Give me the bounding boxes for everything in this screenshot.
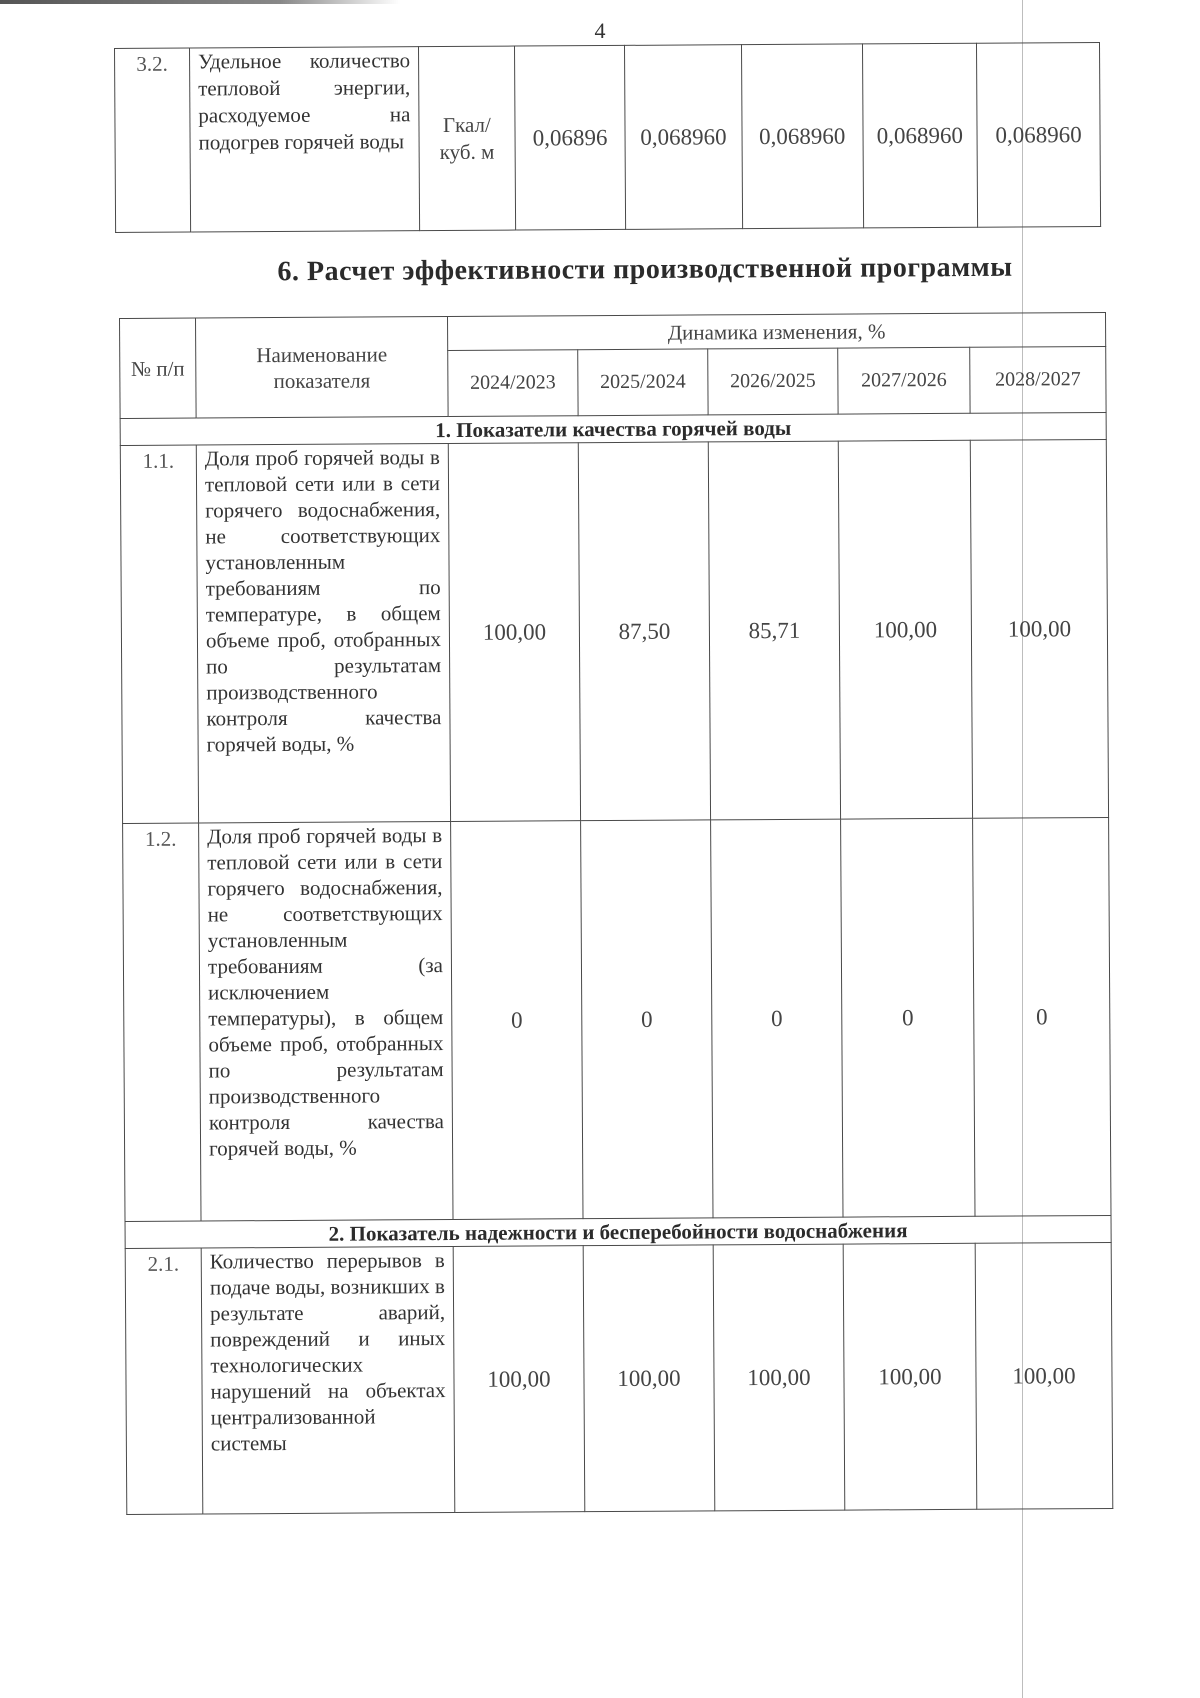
value-cell: 100,00 xyxy=(838,440,972,819)
row-number: 3.2. xyxy=(115,48,191,232)
group-title: 2. Показатель надежности и бесперебойности водоснабжения xyxy=(125,1215,1111,1248)
row-number: 2.1. xyxy=(125,1248,203,1514)
header-line: Наименование xyxy=(256,341,388,367)
value-cell: 0 xyxy=(973,817,1111,1216)
value-cell: 0,068960 xyxy=(741,44,863,229)
value-cell: 100,00 xyxy=(975,1242,1113,1509)
indicator-name: Доля проб горячей воды в тепловой сети или в сети горячего водоснабжения, не соответствующих установленным требованиям (за исключением температуры), в общем объеме проб, отобранных по результатам производственного контроля качества горячей воды, % xyxy=(199,821,453,1221)
value-cell: 85,71 xyxy=(708,441,840,820)
table-row xyxy=(115,42,1101,232)
table-row xyxy=(125,1242,1113,1514)
value-cell: 0,06896 xyxy=(514,45,625,230)
efficiency-table xyxy=(119,312,1113,1515)
value-cell: 0,068960 xyxy=(862,43,978,228)
year-column-header: 2026/2025 xyxy=(708,348,838,415)
row-number: 1.2. xyxy=(123,823,201,1221)
table-row xyxy=(120,439,1108,823)
table-row xyxy=(123,817,1111,1221)
value-cell: 87,50 xyxy=(578,442,710,821)
dynamics-header: Динамика изменения, % xyxy=(447,312,1105,350)
value-cell: 0 xyxy=(841,818,975,1217)
value-cell: 100,00 xyxy=(970,439,1108,818)
indicator-name: Удельное количество тепловой энергии, расходуемое на подогрев горячей воды xyxy=(189,47,419,232)
page-number: 4 xyxy=(594,18,606,43)
group-title: 1. Показатели качества горячей воды xyxy=(120,412,1106,445)
value-cell: 100,00 xyxy=(453,1246,585,1513)
value-cell: 0,068960 xyxy=(625,45,743,230)
year-column-header: 2028/2027 xyxy=(970,346,1106,413)
value-cell: 0 xyxy=(581,820,713,1219)
value-cell: 100,00 xyxy=(713,1244,845,1511)
value-cell: 100,00 xyxy=(583,1245,715,1512)
year-column-header: 2024/2023 xyxy=(448,350,578,417)
unit-line: Гкал/ xyxy=(442,112,491,137)
value-cell: 100,00 xyxy=(448,443,580,822)
indicator-name: Количество перерывов в подаче воды, возникших в результате аварий, повреждений и иных технологических нарушений на объектах централизованной системы xyxy=(201,1246,455,1514)
number-column-header: № п/п xyxy=(120,318,197,418)
row-number: 1.1. xyxy=(120,445,198,823)
year-column-header: 2025/2024 xyxy=(578,349,708,416)
continuation-table xyxy=(114,42,1101,233)
unit-cell xyxy=(419,46,516,231)
scan-edge-artifact xyxy=(0,0,400,4)
value-cell: 0 xyxy=(451,821,583,1220)
section-title: 6. Расчет эффективности производственной программы xyxy=(277,251,1013,288)
name-column-header xyxy=(196,316,449,418)
year-column-header: 2027/2026 xyxy=(838,347,970,414)
header-line: показателя xyxy=(273,367,371,393)
value-cell: 0 xyxy=(711,819,843,1218)
indicator-name: Доля проб горячей воды в тепловой сети или в сети горячего водоснабжения, не соответствующих установленным требованиям по температуре, в общем объеме проб, отобранных по результатам производственного контроля качества горячей воды, % xyxy=(196,443,450,823)
unit-line: куб. м xyxy=(439,139,495,164)
value-cell: 0,068960 xyxy=(977,42,1101,227)
value-cell: 100,00 xyxy=(843,1243,977,1510)
